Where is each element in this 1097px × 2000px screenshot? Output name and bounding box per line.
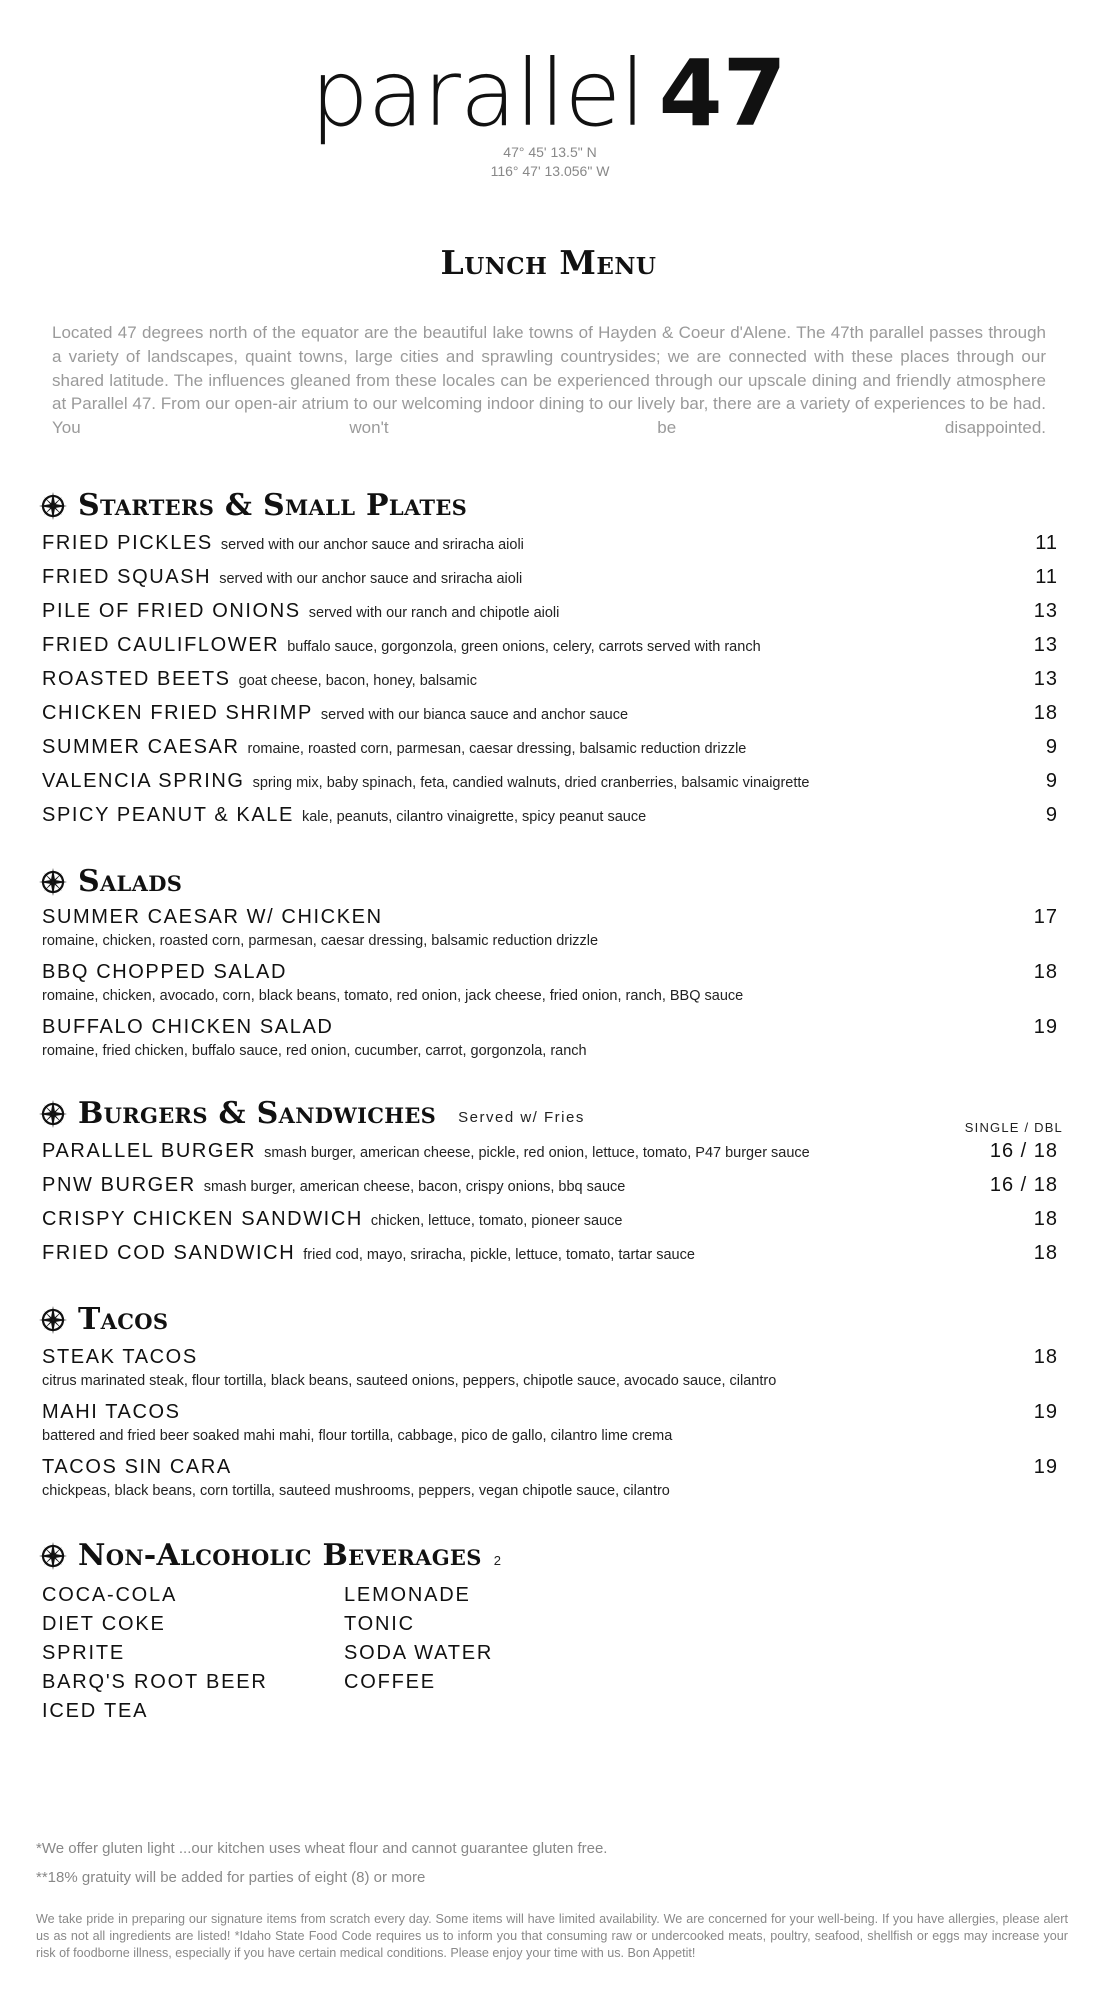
section-header-starters (38, 488, 467, 523)
logo-number: 47 (658, 40, 787, 147)
section-header-tacos (38, 1302, 168, 1337)
menu-item (42, 600, 1058, 623)
item-description: served with our bianca sauce and anchor sauce (320, 707, 629, 723)
restaurant-logo (0, 40, 1097, 147)
item-description: goat cheese, bacon, honey, balsamic (238, 673, 477, 689)
menu-title: Lunch Menu (440, 243, 657, 282)
item-name: STEAK TACOS (42, 1346, 198, 1368)
item-name: PARALLEL BURGER (42, 1140, 257, 1162)
price-column-header: SINGLE / DBL (964, 1120, 1063, 1135)
item-price: 13 (1033, 600, 1058, 622)
beverage-item: BARQ'S ROOT BEER (42, 1671, 268, 1693)
item-name: FRIED CAULIFLOWER (42, 634, 280, 656)
item-name: FRIED SQUASH (42, 566, 212, 588)
item-price: 13 (1033, 634, 1058, 656)
item-description: kale, peanuts, cilantro vinaigrette, spicy peanut sauce (301, 809, 647, 825)
menu-item (42, 566, 1058, 589)
menu-item (42, 668, 1058, 691)
section-title-beverages: Non-Alcoholic Beverages (78, 1538, 482, 1573)
menu-item (42, 702, 1058, 725)
item-description: spring mix, baby spinach, feta, candied walnuts, dried cranberries, balsamic vinaigrette (252, 775, 810, 791)
item-price: 18 (1033, 1346, 1058, 1368)
menu-item (42, 736, 1058, 759)
beverage-price: 2 (493, 1553, 501, 1568)
item-name: TACOS SIN CARA (42, 1456, 232, 1478)
beverage-item: SODA WATER (344, 1642, 494, 1664)
item-name: SPICY PEANUT & KALE (42, 804, 294, 826)
item-description: battered and fried beer soaked mahi mahi, flour tortilla, cabbage, pico de gallo, cilantro lime crema (42, 1428, 673, 1444)
menu-item (42, 1174, 1058, 1197)
section-title-starters: Starters & Small Plates (78, 488, 468, 523)
item-price: 19 (1033, 1016, 1058, 1038)
section-header-burgers (38, 1096, 585, 1131)
menu-item (42, 1208, 1058, 1231)
section-header-beverages (38, 1538, 501, 1573)
item-description: buffalo sauce, gorgonzola, green onions, celery, carrots served with ranch (287, 639, 761, 655)
latitude-text: 47° 45' 13.5" N (503, 144, 597, 160)
item-name: ROASTED BEETS (42, 668, 231, 690)
item-description: chicken, lettuce, tomato, pioneer sauce (370, 1213, 623, 1229)
item-description: fried cod, mayo, sriracha, pickle, lettuce, tomato, tartar sauce (303, 1247, 695, 1263)
item-name: PILE OF FRIED ONIONS (42, 600, 301, 622)
disclaimer: We take pride in preparing our signature items from scratch every day. Some items will have limited availability. We are concerned for your well-being. If you have allergies, please alert us as not all ingredients are listed! *Idaho State Food Code requires us to inform you that consuming raw or undercooked meats, poultry, seafood, shellfish or eggs may increase your risk of foodborne illness, especially if you have certain medical conditions. Please enjoy your time with us. Bon Appetit! (36, 1912, 1068, 1960)
item-description: served with our anchor sauce and sriracha aioli (220, 537, 524, 553)
item-description: served with our ranch and chipotle aioli (308, 605, 560, 621)
section-title-salads: Salads (78, 864, 183, 899)
longitude-text: 116° 47' 13.056" W (490, 163, 610, 179)
item-description: smash burger, american cheese, bacon, crispy onions, bbq sauce (203, 1179, 626, 1195)
item-description: citrus marinated steak, flour tortilla, black beans, sauteed onions, peppers, chipotle sauce, avocado sauce, cilantro (42, 1373, 777, 1389)
item-description: romaine, roasted corn, parmesan, caesar dressing, balsamic reduction drizzle (247, 741, 747, 757)
menu-item (42, 634, 1058, 657)
item-description: romaine, fried chicken, buffalo sauce, red onion, cucumber, carrot, gorgonzola, ranch (42, 1043, 587, 1059)
item-name: BUFFALO CHICKEN SALAD (42, 1016, 334, 1038)
beverage-item: TONIC (344, 1613, 415, 1635)
item-price: 18 (1033, 961, 1058, 983)
item-description: romaine, chicken, roasted corn, parmesan, caesar dressing, balsamic reduction drizzle (42, 933, 599, 949)
item-price: 18 (1033, 1208, 1058, 1230)
menu-item (42, 804, 1058, 827)
section-header-salads (38, 864, 182, 899)
beverage-item: COFFEE (344, 1671, 436, 1693)
item-description: romaine, chicken, avocado, corn, black beans, tomato, red onion, jack cheese, fried onion, ranch, BBQ sauce (42, 988, 744, 1004)
logo-word: parallel (310, 40, 645, 147)
coordinates (470, 143, 630, 181)
menu-item (42, 1346, 1058, 1389)
compass-icon (38, 1099, 68, 1129)
gluten-note: *We offer gluten light ...our kitchen uses wheat flour and cannot guarantee gluten free. (36, 1840, 608, 1857)
compass-icon (38, 867, 68, 897)
item-name: MAHI TACOS (42, 1401, 181, 1423)
item-price: 18 (1033, 702, 1058, 724)
beverage-item: LEMONADE (344, 1584, 471, 1606)
item-price: 11 (1035, 532, 1058, 554)
item-description: served with our anchor sauce and sriracha aioli (219, 571, 523, 587)
item-price: 9 (1045, 804, 1058, 826)
gratuity-note: **18% gratuity will be added for parties of eight (8) or more (36, 1869, 426, 1886)
item-price: 19 (1033, 1456, 1058, 1478)
item-price: 19 (1033, 1401, 1058, 1423)
menu-item (42, 1401, 1058, 1444)
intro-paragraph: Located 47 degrees north of the equator are the beautiful lake towns of Hayden & Coeur d'Alene. The 47th parallel passes through a variety of landscapes, quaint towns, large cities and sprawling countrysides; we are connected with these places through our shared latitude. The influences gleaned from these locales can be experienced through our upscale dining and friendly atmosphere at Parallel 47. From our open-air atrium to our welcoming indoor dining to our lively bar, there are a variety of experiences to be had. You won't be disappointed. (52, 323, 1046, 438)
item-name: SUMMER CAESAR (42, 736, 240, 758)
item-price: 16 / 18 (989, 1174, 1058, 1196)
menu-item (42, 961, 1058, 1004)
item-price: 18 (1033, 1242, 1058, 1264)
compass-icon (38, 1541, 68, 1571)
item-description: smash burger, american cheese, pickle, red onion, lettuce, tomato, P47 burger sauce (264, 1145, 810, 1161)
item-name: CRISPY CHICKEN SANDWICH (42, 1208, 363, 1230)
menu-item (42, 1140, 1058, 1163)
item-price: 9 (1045, 770, 1058, 792)
item-name: VALENCIA SPRING (42, 770, 245, 792)
item-price: 9 (1045, 736, 1058, 758)
menu-item (42, 770, 1058, 793)
compass-icon (38, 1305, 68, 1335)
beverage-item: ICED TEA (42, 1700, 149, 1722)
section-title-tacos: Tacos (78, 1302, 169, 1337)
menu-item (42, 532, 1058, 555)
item-name: SUMMER CAESAR W/ CHICKEN (42, 906, 383, 928)
item-name: FRIED PICKLES (42, 532, 213, 554)
menu-item (42, 1242, 1058, 1265)
compass-icon (38, 491, 68, 521)
item-name: BBQ CHOPPED SALAD (42, 961, 288, 983)
item-price: 13 (1033, 668, 1058, 690)
item-name: CHICKEN FRIED SHRIMP (42, 702, 313, 724)
menu-item (42, 1016, 1058, 1059)
item-description: chickpeas, black beans, corn tortilla, sauteed mushrooms, peppers, vegan chipotle sauce, cilantro (42, 1483, 670, 1499)
item-name: PNW BURGER (42, 1174, 196, 1196)
section-note: Served w/ Fries (458, 1109, 585, 1126)
beverage-item: DIET COKE (42, 1613, 166, 1635)
item-name: FRIED COD SANDWICH (42, 1242, 296, 1264)
beverage-item: COCA-COLA (42, 1584, 178, 1606)
section-title-burgers: Burgers & Sandwiches (78, 1096, 437, 1131)
item-price: 16 / 18 (989, 1140, 1058, 1162)
item-price: 17 (1033, 906, 1058, 928)
menu-item (42, 1456, 1058, 1499)
beverage-item: SPRITE (42, 1642, 126, 1664)
menu-item (42, 906, 1058, 949)
item-price: 11 (1035, 566, 1058, 588)
